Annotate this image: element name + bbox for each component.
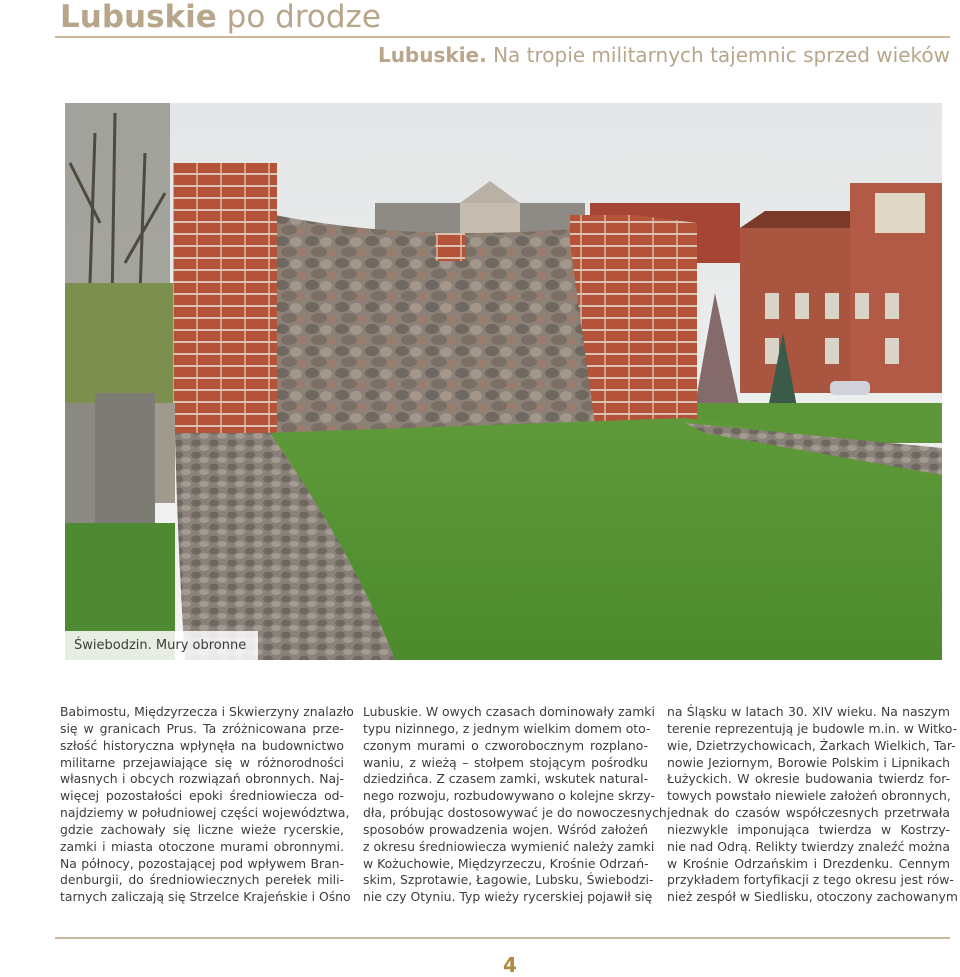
text-line: czonym murami o czworobocznym rozplano- <box>363 737 648 753</box>
text-line: sposobów prowadzenia wojen. Wśród założeń <box>363 821 648 837</box>
text-line: dła, próbując dostosowywać je do nowoczesnych <box>363 805 667 821</box>
text-line: w Kożuchowie, Międzyrzeczu, Krośnie Odrzań- <box>363 855 649 871</box>
text-line: tarnych zaliczają się Strzelce Krajeńskie i Ośno <box>60 889 351 905</box>
text-line: szłość historyczna wpłynęła na budownictwo <box>60 737 344 753</box>
header-title-rest: po drodze <box>216 0 381 35</box>
text-line: denburgii, do średniowiecznych perełek mili- <box>60 872 344 888</box>
text-column-1 <box>60 704 354 906</box>
footer-divider <box>55 937 950 939</box>
text-line: nie nad Odrą. Relikty twierdzy znaleźć można <box>667 838 950 854</box>
text-line: waniu, z wieżą – stołpem stojącym pośrodku <box>363 754 648 770</box>
text-line: na Śląsku w latach 30. XIV wieku. Na naszym <box>667 704 950 719</box>
text-line: gdzie zachowały się liczne wieże rycerskie, <box>60 821 344 837</box>
header-divider <box>55 36 950 38</box>
photo-defensive-walls <box>65 103 942 660</box>
text-line: Na północy, pozostającej pod wpływem Bran- <box>60 855 344 871</box>
text-line: militarne przejawiające się w różnorodności <box>60 754 344 770</box>
text-column-3 <box>667 704 958 906</box>
text-line: Lubuskie. W owych czasach dominowały zamki <box>363 704 655 719</box>
subtitle-rest: Na tropie militarnych tajemnic sprzed wieków <box>486 43 950 67</box>
text-line: przykładem fortyfikacji z tego okresu jest rów- <box>667 872 954 888</box>
text-line: towych powstało niewiele założeń obronnych, <box>667 788 951 804</box>
text-line: zamki i miasta otoczone murami obronnymi. <box>60 838 344 854</box>
text-line: jednak do czasów współczesnych przetrwała <box>667 805 950 821</box>
text-line: terenie reprezentują je budowle m.in. w Witko- <box>667 720 958 736</box>
subtitle-bold: Lubuskie. <box>377 43 487 67</box>
text-line: najdziemy w południowej części województwa, <box>60 805 350 821</box>
text-line: niezwykle imponująca twierdza w Kostrzy- <box>667 821 950 837</box>
text-line: wie, Dzietrzychowicach, Żarkach Wielkich, Tar- <box>667 737 956 753</box>
photo-caption: Świebodzin. Mury obronne <box>65 631 258 660</box>
text-line: typu nizinnego, z jednym wielkim domem oto- <box>363 720 651 736</box>
text-line: skim, Szprotawie, Łagowie, Lubsku, Świebodzi- <box>363 872 654 888</box>
text-column-2 <box>363 704 667 906</box>
text-line: nież zespół w Siedlisku, otoczony zachowanym <box>667 889 958 905</box>
text-line: z okresu średniowiecza wymienić należy zamki <box>363 838 655 854</box>
text-line: Babimostu, Międzyrzecza i Skwierzyny znalazło <box>60 704 354 719</box>
text-line: Łużyckich. W okresie budowania twierdz for- <box>667 771 950 787</box>
page-number: 4 <box>503 953 517 977</box>
text-line: się w granicach Prus. Ta zróżnicowana prze- <box>60 720 344 736</box>
text-line: dziedzińca. Z czasem zamki, wskutek natural- <box>363 771 649 787</box>
text-line: nowie Jeziornym, Borowie Polskim i Lipnikach <box>667 754 950 770</box>
article-subtitle <box>378 42 950 68</box>
header-title-bold: Lubuskie <box>60 0 217 35</box>
text-line: nie czy Otyniu. Typ wieży rycerskiej pojawił się <box>363 889 653 905</box>
text-line: własnych i obcych rozwiązań obronnych. Naj- <box>60 771 344 787</box>
text-line: więcej pozostałości epoki średniowiecza od- <box>60 788 344 804</box>
header-title <box>60 0 381 34</box>
text-line: nego rozwoju, rozbudowywano o kolejne skrzy- <box>363 788 655 804</box>
text-line: w Krośnie Odrzańskim i Drezdenku. Cennym <box>667 855 950 871</box>
